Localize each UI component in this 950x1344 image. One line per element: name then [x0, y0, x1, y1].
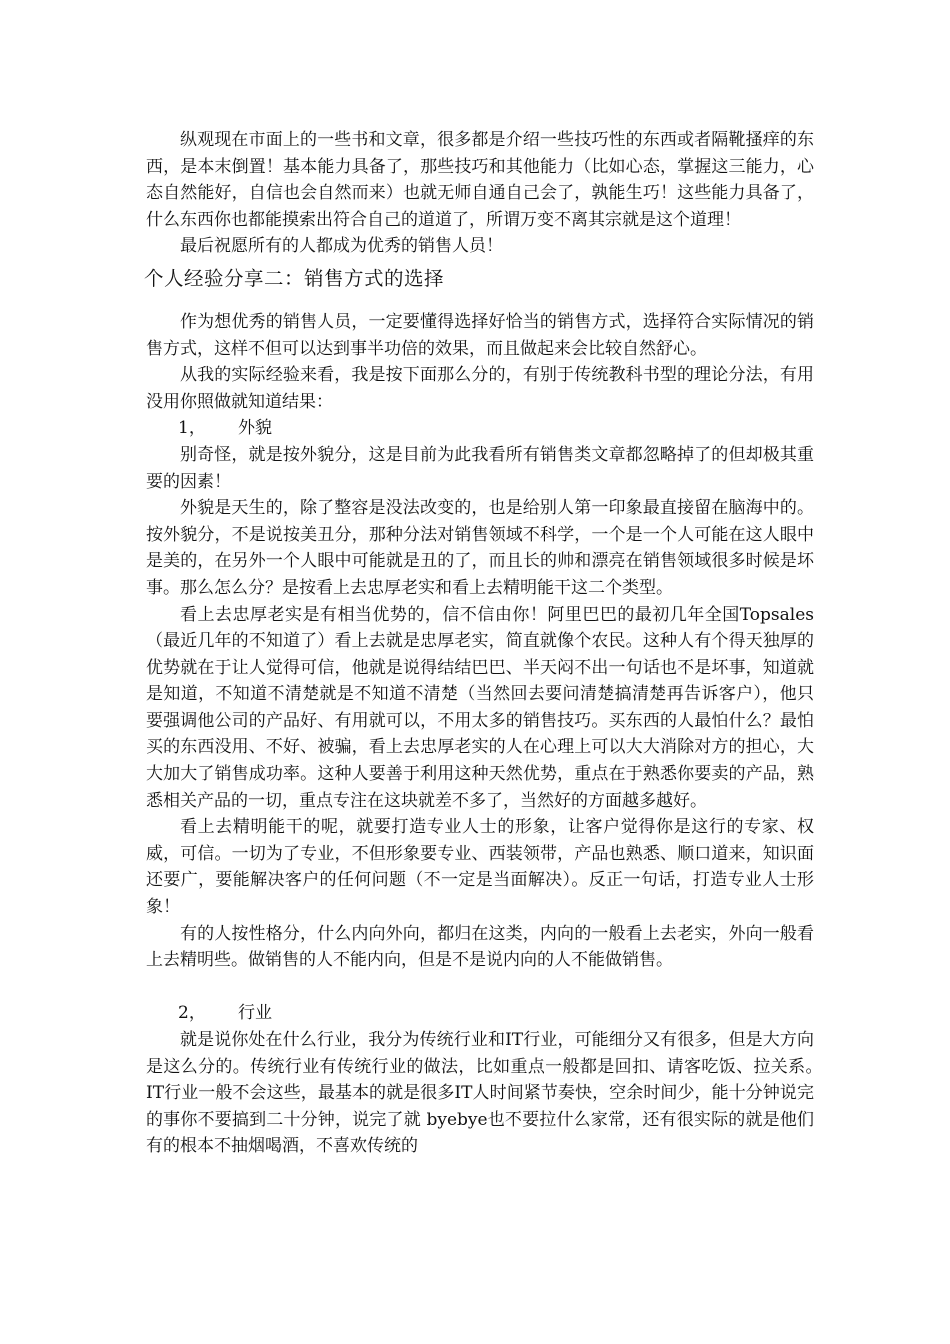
paragraph-item1-1: 别奇怪，就是按外貌分，这是目前为此我看所有销售类文章都忽略掉了的但却极其重要的因素！	[146, 444, 814, 492]
paragraph-method-2: 从我的实际经验来看，我是按下面那么分的，有别于传统教科书型的理论分法，有用没用你照做就知道结果：	[146, 365, 814, 412]
paragraph-item2-1: 就是说你处在什么行业，我分为传统行业和IT行业，可能细分又有很多，但是大方向是这么分的。传统行业有传统行业的做法，比如重点一般都是回扣、请客吃饭、拉关系。 IT行业一般不会这些，最基本的就是很多IT人时间紧节奏快，空余时间少，能十分钟说完的事你不要搞到二十分钟，说完了就 byebye也不要拉什么家常，还有很实际的就是他们有的根本不抽烟喝酒，不喜欢传统的	[146, 1030, 831, 1157]
paragraph-item1-2: 外貌是天生的，除了整容是没法改变的，也是给别人第一印象最直接留在脑海中的。按外貌分，不是说按美丑分，那种分法对销售领域不科学，一个是一个人可能在这人眼中是美的，在另外一个人眼中可能就是丑的了，而且长的帅和漂亮在销售领域很多时候是坏事。那么怎么分？是按看上去忠厚老实和看上去精明能干这二个类型。	[146, 498, 814, 598]
paragraph-intro-1: 纵观现在市面上的一些书和文章，很多都是介绍一些技巧性的东西或者隔靴搔痒的东西，是本末倒置！基本能力具备了，那些技巧和其他能力（比如心态，掌握这三能力，心态自然能好，自信也会自然而来）也就无师自通自己会了，孰能生巧！这些能力具备了，什么东西你也都能摸索出符合自己的道道了，所谓万变不离其宗就是这个道理！	[146, 130, 814, 230]
blank-line	[146, 974, 814, 1001]
list-item-1-title: 外貌	[238, 418, 272, 439]
document-body	[144, 127, 831, 1160]
paragraph-intro-2: 最后祝愿所有的人都成为优秀的销售人员！	[180, 236, 503, 257]
section-heading: 个人经验分享二：销售方式的选择	[144, 266, 445, 290]
list-item-2-title: 行业	[238, 1003, 272, 1024]
paragraph-item1-5: 有的人按性格分，什么内向外向，都归在这类，内向的一般看上去老实，外向一般看上去精明些。做销售的人不能内向，但是不是说内向的人不能做销售。	[146, 923, 814, 971]
paragraph-item1-4: 看上去精明能干的呢，就要打造专业人士的形象，让客户觉得你是这行的专家、权威，可信。一切为了专业，不但形象要专业、西装领带，产品也熟悉、顺口道来，知识面还要广，要能解决客户的任何问题（不一定是当面解决）。反正一句话，打造专业人士形象！	[146, 817, 814, 918]
list-item-1-number: 1，	[178, 418, 206, 439]
paragraph-method-1: 作为想优秀的销售人员，一定要懂得选择好恰当的销售方式，选择符合实际情况的销售方式，这样不但可以达到事半功倍的效果，而且做起来会比较自然舒心。	[146, 311, 814, 359]
list-item-2	[146, 1000, 814, 1027]
list-item-1	[146, 415, 814, 442]
paragraph-item1-3: 看上去忠厚老实是有相当优势的，信不信由你！阿里巴巴的最初几年全国Topsales（最近几年的不知道了）看上去就是忠厚老实，简直就像个农民。这种人有个得天独厚的优势就在于让人觉得可信，他就是说得结结巴巴、半天闷不出一句话也不是坏事，知道就是知道，不知道不清楚就是不知道不清楚（当然回去要问清楚搞清楚再告诉客户），他只要强调他公司的产品好、有用就可以，不用太多的销售技巧。买东西的人最怕什么？最怕买的东西没用、不好、被骗，看上去忠厚老实的人在心理上可以大大消除对方的担心，大大加大了销售成功率。这种人要善于利用这种天然优势，重点在于熟悉你要卖的产品，熟悉相关产品的一切，重点专注在这块就差不多了，当然好的方面越多越好。	[146, 604, 814, 811]
list-item-2-number: 2，	[178, 1003, 206, 1024]
